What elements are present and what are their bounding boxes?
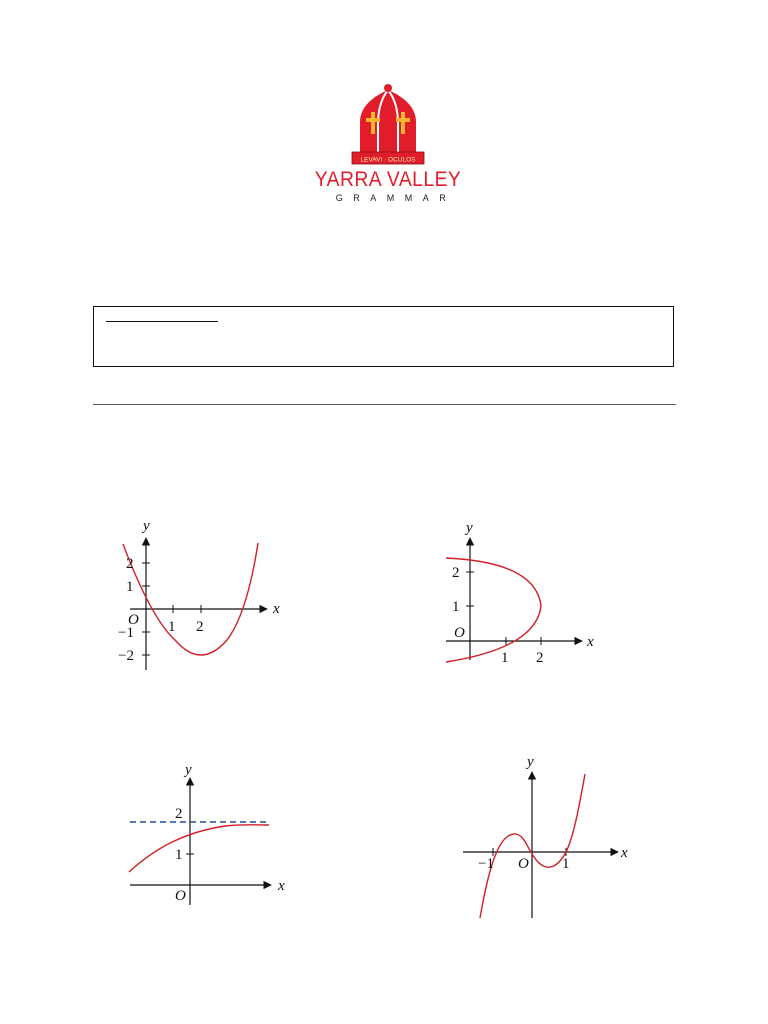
origin-label: O (518, 856, 529, 872)
y-label: y (143, 518, 150, 534)
curve (446, 558, 541, 662)
curve (129, 825, 269, 872)
x-tick-label: 2 (196, 619, 204, 635)
y-tick-label: −2 (118, 648, 134, 664)
graph-d (458, 752, 633, 922)
origin-label: O (175, 888, 186, 904)
curve (123, 543, 258, 655)
logo-motto: LEVAVI · OCULOS (360, 156, 416, 164)
divider-line (93, 404, 676, 405)
y-label: y (527, 754, 534, 770)
logo-title: YARRA VALLEY (314, 168, 462, 191)
x-label: x (587, 634, 594, 650)
y-tick-label: 2 (126, 556, 134, 572)
y-tick-label: 1 (452, 599, 460, 615)
x-tick-label: 1 (501, 650, 509, 666)
logo-subtitle: GRAMMAR (335, 193, 457, 203)
x-label: x (278, 878, 285, 894)
y-label: y (466, 520, 473, 536)
name-underline (106, 321, 218, 322)
info-box (93, 306, 674, 367)
y-tick-label: 2 (175, 806, 183, 822)
y-tick-label: 2 (452, 565, 460, 581)
graph-b (436, 520, 606, 670)
y-tick-label: −1 (118, 625, 134, 641)
x-label: x (273, 601, 280, 617)
x-label: x (621, 845, 628, 861)
origin-label: O (128, 612, 139, 628)
x-tick-label: 1 (562, 856, 570, 872)
origin-label: O (454, 625, 465, 641)
y-tick-label: 1 (126, 579, 134, 595)
x-tick-label: −1 (478, 856, 494, 872)
y-tick-label: 1 (175, 847, 183, 863)
graph-a (115, 518, 290, 678)
graph-c (125, 760, 300, 910)
y-label: y (185, 762, 192, 778)
x-tick-label: 1 (168, 619, 176, 635)
x-tick-label: 2 (536, 650, 544, 666)
